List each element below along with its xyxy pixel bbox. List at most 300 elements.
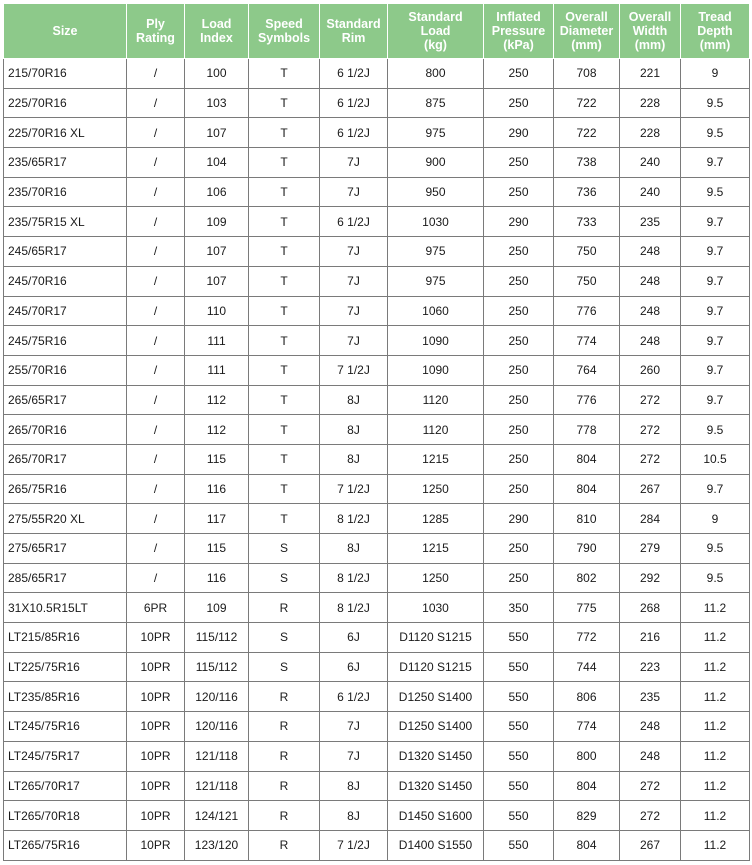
cell-tread-depth: 9: [681, 59, 750, 89]
cell-standard-rim: 7J: [320, 741, 388, 771]
table-row: [4, 355, 750, 385]
table-row: [4, 830, 750, 860]
cell-tread-depth: 11.2: [681, 830, 750, 860]
cell-overall-width: 223: [620, 652, 681, 682]
cell-tread-depth: 9.7: [681, 326, 750, 356]
cell-load-index: 107: [185, 237, 249, 267]
cell-standard-load: 1090: [388, 326, 484, 356]
cell-inflated-pressure: 550: [484, 830, 554, 860]
cell-speed-symbol: T: [249, 237, 320, 267]
cell-inflated-pressure: 250: [484, 326, 554, 356]
cell-ply-rating: /: [127, 326, 185, 356]
cell-speed-symbol: R: [249, 741, 320, 771]
cell-size: 265/70R16: [4, 415, 127, 445]
cell-ply-rating: /: [127, 118, 185, 148]
cell-overall-width: 268: [620, 593, 681, 623]
cell-load-index: 110: [185, 296, 249, 326]
cell-overall-diameter: 733: [554, 207, 620, 237]
header-speed-symbols: Speed Symbols: [249, 4, 320, 59]
cell-overall-diameter: 708: [554, 59, 620, 89]
table-row: [4, 59, 750, 89]
cell-load-index: 121/118: [185, 771, 249, 801]
cell-inflated-pressure: 550: [484, 712, 554, 742]
cell-standard-load: D1120 S1215: [388, 652, 484, 682]
cell-speed-symbol: T: [249, 326, 320, 356]
cell-load-index: 109: [185, 593, 249, 623]
table-row: [4, 118, 750, 148]
cell-size: LT225/75R16: [4, 652, 127, 682]
cell-ply-rating: /: [127, 474, 185, 504]
cell-standard-load: 1285: [388, 504, 484, 534]
cell-tread-depth: 10.5: [681, 444, 750, 474]
cell-speed-symbol: S: [249, 623, 320, 653]
header-row: [4, 4, 750, 59]
cell-standard-rim: 7J: [320, 237, 388, 267]
cell-overall-diameter: 774: [554, 326, 620, 356]
cell-standard-rim: 8J: [320, 771, 388, 801]
cell-overall-diameter: 804: [554, 830, 620, 860]
cell-tread-depth: 9.5: [681, 534, 750, 564]
cell-inflated-pressure: 250: [484, 534, 554, 564]
table-body: [4, 59, 750, 861]
cell-tread-depth: 9.7: [681, 355, 750, 385]
cell-standard-load: D1400 S1550: [388, 830, 484, 860]
cell-load-index: 111: [185, 355, 249, 385]
cell-inflated-pressure: 250: [484, 59, 554, 89]
cell-ply-rating: /: [127, 59, 185, 89]
cell-standard-rim: 6J: [320, 623, 388, 653]
header-size: Size: [4, 4, 127, 59]
cell-overall-width: 228: [620, 88, 681, 118]
cell-speed-symbol: R: [249, 830, 320, 860]
table-row: [4, 148, 750, 178]
cell-speed-symbol: R: [249, 801, 320, 831]
cell-overall-width: 267: [620, 830, 681, 860]
cell-standard-rim: 7 1/2J: [320, 355, 388, 385]
table-row: [4, 712, 750, 742]
cell-inflated-pressure: 550: [484, 801, 554, 831]
cell-standard-load: D1320 S1450: [388, 741, 484, 771]
cell-overall-diameter: 722: [554, 88, 620, 118]
header-tread-depth: Tread Depth (mm): [681, 4, 750, 59]
cell-speed-symbol: R: [249, 593, 320, 623]
cell-overall-width: 228: [620, 118, 681, 148]
table-row: [4, 207, 750, 237]
cell-ply-rating: /: [127, 504, 185, 534]
cell-ply-rating: /: [127, 415, 185, 445]
table-row: [4, 296, 750, 326]
cell-ply-rating: /: [127, 534, 185, 564]
cell-size: 265/75R16: [4, 474, 127, 504]
cell-tread-depth: 9.7: [681, 148, 750, 178]
cell-inflated-pressure: 550: [484, 741, 554, 771]
cell-load-index: 116: [185, 563, 249, 593]
cell-overall-diameter: 829: [554, 801, 620, 831]
cell-size: LT245/75R17: [4, 741, 127, 771]
cell-inflated-pressure: 250: [484, 444, 554, 474]
cell-inflated-pressure: 290: [484, 504, 554, 534]
cell-load-index: 103: [185, 88, 249, 118]
cell-standard-load: 1250: [388, 563, 484, 593]
table-row: [4, 237, 750, 267]
cell-load-index: 107: [185, 118, 249, 148]
cell-load-index: 120/116: [185, 682, 249, 712]
cell-speed-symbol: T: [249, 266, 320, 296]
cell-inflated-pressure: 250: [484, 415, 554, 445]
tire-spec-table: [3, 3, 750, 861]
cell-overall-width: 260: [620, 355, 681, 385]
cell-overall-diameter: 750: [554, 237, 620, 267]
cell-ply-rating: /: [127, 266, 185, 296]
table-row: [4, 385, 750, 415]
cell-overall-width: 248: [620, 326, 681, 356]
cell-speed-symbol: T: [249, 207, 320, 237]
cell-speed-symbol: T: [249, 148, 320, 178]
cell-overall-width: 272: [620, 385, 681, 415]
cell-speed-symbol: T: [249, 385, 320, 415]
cell-standard-load: 1215: [388, 444, 484, 474]
cell-size: 275/55R20 XL: [4, 504, 127, 534]
table-row: [4, 593, 750, 623]
cell-overall-width: 284: [620, 504, 681, 534]
cell-inflated-pressure: 550: [484, 682, 554, 712]
cell-load-index: 115/112: [185, 652, 249, 682]
cell-speed-symbol: T: [249, 88, 320, 118]
cell-ply-rating: 10PR: [127, 830, 185, 860]
cell-overall-width: 240: [620, 148, 681, 178]
cell-standard-load: 1060: [388, 296, 484, 326]
cell-size: 225/70R16: [4, 88, 127, 118]
cell-speed-symbol: S: [249, 652, 320, 682]
cell-inflated-pressure: 250: [484, 148, 554, 178]
cell-tread-depth: 9.7: [681, 385, 750, 415]
cell-speed-symbol: T: [249, 296, 320, 326]
cell-standard-load: D1320 S1450: [388, 771, 484, 801]
cell-standard-rim: 7J: [320, 326, 388, 356]
cell-overall-diameter: 776: [554, 385, 620, 415]
table-row: [4, 741, 750, 771]
cell-load-index: 115: [185, 534, 249, 564]
cell-tread-depth: 9.5: [681, 415, 750, 445]
cell-load-index: 112: [185, 385, 249, 415]
cell-speed-symbol: T: [249, 59, 320, 89]
cell-standard-load: 800: [388, 59, 484, 89]
cell-inflated-pressure: 250: [484, 474, 554, 504]
cell-size: 225/70R16 XL: [4, 118, 127, 148]
cell-standard-load: 1120: [388, 415, 484, 445]
cell-ply-rating: 10PR: [127, 712, 185, 742]
cell-overall-width: 221: [620, 59, 681, 89]
table-row: [4, 652, 750, 682]
cell-overall-diameter: 750: [554, 266, 620, 296]
cell-inflated-pressure: 350: [484, 593, 554, 623]
cell-standard-load: 900: [388, 148, 484, 178]
cell-standard-load: 1120: [388, 385, 484, 415]
cell-standard-load: 1030: [388, 593, 484, 623]
cell-inflated-pressure: 290: [484, 207, 554, 237]
cell-overall-width: 216: [620, 623, 681, 653]
cell-speed-symbol: S: [249, 563, 320, 593]
cell-overall-width: 248: [620, 266, 681, 296]
cell-inflated-pressure: 250: [484, 88, 554, 118]
cell-tread-depth: 11.2: [681, 652, 750, 682]
cell-size: LT215/85R16: [4, 623, 127, 653]
cell-size: LT245/75R16: [4, 712, 127, 742]
header-standard-load: Standard Load (kg): [388, 4, 484, 59]
cell-overall-diameter: 804: [554, 771, 620, 801]
cell-ply-rating: /: [127, 148, 185, 178]
cell-overall-width: 240: [620, 177, 681, 207]
cell-load-index: 123/120: [185, 830, 249, 860]
cell-size: LT265/70R18: [4, 801, 127, 831]
cell-size: 265/65R17: [4, 385, 127, 415]
cell-load-index: 116: [185, 474, 249, 504]
cell-overall-diameter: 802: [554, 563, 620, 593]
cell-load-index: 120/116: [185, 712, 249, 742]
cell-ply-rating: /: [127, 444, 185, 474]
cell-standard-rim: 6 1/2J: [320, 59, 388, 89]
header-overall-width: Overall Width (mm): [620, 4, 681, 59]
cell-overall-width: 272: [620, 415, 681, 445]
cell-standard-rim: 8 1/2J: [320, 563, 388, 593]
table-row: [4, 88, 750, 118]
table-row: [4, 177, 750, 207]
cell-standard-rim: 8J: [320, 444, 388, 474]
cell-overall-diameter: 804: [554, 474, 620, 504]
cell-standard-rim: 8J: [320, 415, 388, 445]
table-row: [4, 504, 750, 534]
cell-tread-depth: 11.2: [681, 801, 750, 831]
table-row: [4, 474, 750, 504]
cell-standard-load: 1250: [388, 474, 484, 504]
cell-ply-rating: 10PR: [127, 623, 185, 653]
cell-tread-depth: 11.2: [681, 712, 750, 742]
cell-standard-rim: 7J: [320, 296, 388, 326]
table-row: [4, 534, 750, 564]
cell-load-index: 106: [185, 177, 249, 207]
cell-tread-depth: 9.5: [681, 118, 750, 148]
cell-ply-rating: 10PR: [127, 652, 185, 682]
cell-ply-rating: 6PR: [127, 593, 185, 623]
cell-ply-rating: 10PR: [127, 801, 185, 831]
cell-speed-symbol: T: [249, 504, 320, 534]
cell-inflated-pressure: 250: [484, 385, 554, 415]
cell-load-index: 115/112: [185, 623, 249, 653]
cell-standard-rim: 6 1/2J: [320, 207, 388, 237]
table-row: [4, 563, 750, 593]
cell-standard-rim: 7J: [320, 177, 388, 207]
cell-load-index: 111: [185, 326, 249, 356]
cell-overall-width: 248: [620, 237, 681, 267]
cell-standard-rim: 8J: [320, 385, 388, 415]
cell-inflated-pressure: 250: [484, 563, 554, 593]
cell-standard-load: 950: [388, 177, 484, 207]
cell-standard-load: 1215: [388, 534, 484, 564]
cell-standard-load: 975: [388, 237, 484, 267]
cell-overall-diameter: 775: [554, 593, 620, 623]
cell-overall-diameter: 744: [554, 652, 620, 682]
cell-speed-symbol: R: [249, 682, 320, 712]
cell-size: 245/70R17: [4, 296, 127, 326]
tire-spec-sheet: [3, 3, 750, 861]
cell-standard-rim: 7J: [320, 266, 388, 296]
cell-overall-width: 272: [620, 771, 681, 801]
cell-overall-diameter: 806: [554, 682, 620, 712]
cell-speed-symbol: T: [249, 177, 320, 207]
cell-overall-diameter: 790: [554, 534, 620, 564]
cell-size: 235/65R17: [4, 148, 127, 178]
table-row: [4, 623, 750, 653]
cell-standard-load: D1450 S1600: [388, 801, 484, 831]
cell-tread-depth: 9.7: [681, 207, 750, 237]
cell-overall-diameter: 810: [554, 504, 620, 534]
cell-standard-rim: 7J: [320, 712, 388, 742]
cell-standard-rim: 6 1/2J: [320, 682, 388, 712]
cell-inflated-pressure: 250: [484, 237, 554, 267]
cell-standard-rim: 8 1/2J: [320, 504, 388, 534]
cell-tread-depth: 9.5: [681, 88, 750, 118]
cell-tread-depth: 9.7: [681, 474, 750, 504]
cell-overall-diameter: 776: [554, 296, 620, 326]
cell-ply-rating: /: [127, 355, 185, 385]
cell-ply-rating: /: [127, 563, 185, 593]
cell-standard-rim: 6 1/2J: [320, 88, 388, 118]
cell-tread-depth: 9.5: [681, 563, 750, 593]
cell-overall-width: 292: [620, 563, 681, 593]
cell-standard-rim: 6 1/2J: [320, 118, 388, 148]
cell-ply-rating: /: [127, 296, 185, 326]
cell-tread-depth: 11.2: [681, 741, 750, 771]
cell-inflated-pressure: 250: [484, 177, 554, 207]
cell-inflated-pressure: 250: [484, 296, 554, 326]
cell-ply-rating: /: [127, 237, 185, 267]
cell-size: 215/70R16: [4, 59, 127, 89]
cell-speed-symbol: T: [249, 118, 320, 148]
cell-ply-rating: 10PR: [127, 741, 185, 771]
cell-standard-rim: 6J: [320, 652, 388, 682]
cell-overall-diameter: 772: [554, 623, 620, 653]
cell-ply-rating: 10PR: [127, 771, 185, 801]
cell-overall-diameter: 736: [554, 177, 620, 207]
cell-overall-diameter: 804: [554, 444, 620, 474]
table-row: [4, 801, 750, 831]
table-row: [4, 682, 750, 712]
cell-standard-load: D1120 S1215: [388, 623, 484, 653]
cell-inflated-pressure: 290: [484, 118, 554, 148]
cell-load-index: 109: [185, 207, 249, 237]
cell-tread-depth: 9.5: [681, 177, 750, 207]
cell-tread-depth: 11.2: [681, 623, 750, 653]
cell-tread-depth: 9.7: [681, 237, 750, 267]
cell-ply-rating: /: [127, 385, 185, 415]
table-row: [4, 771, 750, 801]
cell-load-index: 112: [185, 415, 249, 445]
cell-ply-rating: 10PR: [127, 682, 185, 712]
cell-speed-symbol: T: [249, 444, 320, 474]
cell-overall-width: 248: [620, 712, 681, 742]
table-row: [4, 266, 750, 296]
table-row: [4, 444, 750, 474]
cell-size: LT235/85R16: [4, 682, 127, 712]
cell-standard-rim: 7 1/2J: [320, 830, 388, 860]
header-inflated-pressure: Inflated Pressure (kPa): [484, 4, 554, 59]
cell-overall-width: 272: [620, 801, 681, 831]
cell-size: 275/65R17: [4, 534, 127, 564]
cell-overall-diameter: 778: [554, 415, 620, 445]
cell-size: 245/70R16: [4, 266, 127, 296]
cell-tread-depth: 11.2: [681, 682, 750, 712]
cell-size: 245/65R17: [4, 237, 127, 267]
header-ply-rating: Ply Rating: [127, 4, 185, 59]
cell-tread-depth: 11.2: [681, 771, 750, 801]
cell-size: 265/70R17: [4, 444, 127, 474]
cell-size: 285/65R17: [4, 563, 127, 593]
cell-standard-load: 975: [388, 266, 484, 296]
cell-overall-diameter: 722: [554, 118, 620, 148]
cell-overall-width: 267: [620, 474, 681, 504]
cell-inflated-pressure: 250: [484, 355, 554, 385]
cell-load-index: 124/121: [185, 801, 249, 831]
cell-ply-rating: /: [127, 88, 185, 118]
cell-tread-depth: 9.7: [681, 266, 750, 296]
cell-standard-rim: 7 1/2J: [320, 474, 388, 504]
header-standard-rim: Standard Rim: [320, 4, 388, 59]
cell-standard-load: 1090: [388, 355, 484, 385]
cell-standard-rim: 8 1/2J: [320, 593, 388, 623]
cell-inflated-pressure: 550: [484, 652, 554, 682]
cell-ply-rating: /: [127, 207, 185, 237]
cell-standard-rim: 8J: [320, 534, 388, 564]
cell-load-index: 121/118: [185, 741, 249, 771]
cell-overall-width: 235: [620, 682, 681, 712]
cell-size: 31X10.5R15LT: [4, 593, 127, 623]
cell-inflated-pressure: 550: [484, 623, 554, 653]
cell-load-index: 104: [185, 148, 249, 178]
cell-overall-width: 235: [620, 207, 681, 237]
cell-tread-depth: 9.7: [681, 296, 750, 326]
cell-load-index: 117: [185, 504, 249, 534]
cell-size: 245/75R16: [4, 326, 127, 356]
cell-overall-diameter: 800: [554, 741, 620, 771]
cell-load-index: 107: [185, 266, 249, 296]
cell-tread-depth: 11.2: [681, 593, 750, 623]
cell-overall-width: 272: [620, 444, 681, 474]
cell-overall-width: 248: [620, 741, 681, 771]
cell-tread-depth: 9: [681, 504, 750, 534]
cell-standard-rim: 7J: [320, 148, 388, 178]
cell-speed-symbol: S: [249, 534, 320, 564]
cell-standard-load: 875: [388, 88, 484, 118]
cell-speed-symbol: T: [249, 474, 320, 504]
cell-inflated-pressure: 250: [484, 266, 554, 296]
cell-overall-diameter: 774: [554, 712, 620, 742]
cell-size: 255/70R16: [4, 355, 127, 385]
cell-standard-load: D1250 S1400: [388, 682, 484, 712]
cell-load-index: 115: [185, 444, 249, 474]
cell-inflated-pressure: 550: [484, 771, 554, 801]
header-load-index: Load Index: [185, 4, 249, 59]
table-row: [4, 415, 750, 445]
cell-overall-width: 279: [620, 534, 681, 564]
cell-overall-width: 248: [620, 296, 681, 326]
cell-overall-diameter: 738: [554, 148, 620, 178]
cell-overall-diameter: 764: [554, 355, 620, 385]
cell-size: 235/70R16: [4, 177, 127, 207]
cell-standard-rim: 8J: [320, 801, 388, 831]
cell-ply-rating: /: [127, 177, 185, 207]
cell-size: LT265/75R16: [4, 830, 127, 860]
cell-standard-load: 1030: [388, 207, 484, 237]
